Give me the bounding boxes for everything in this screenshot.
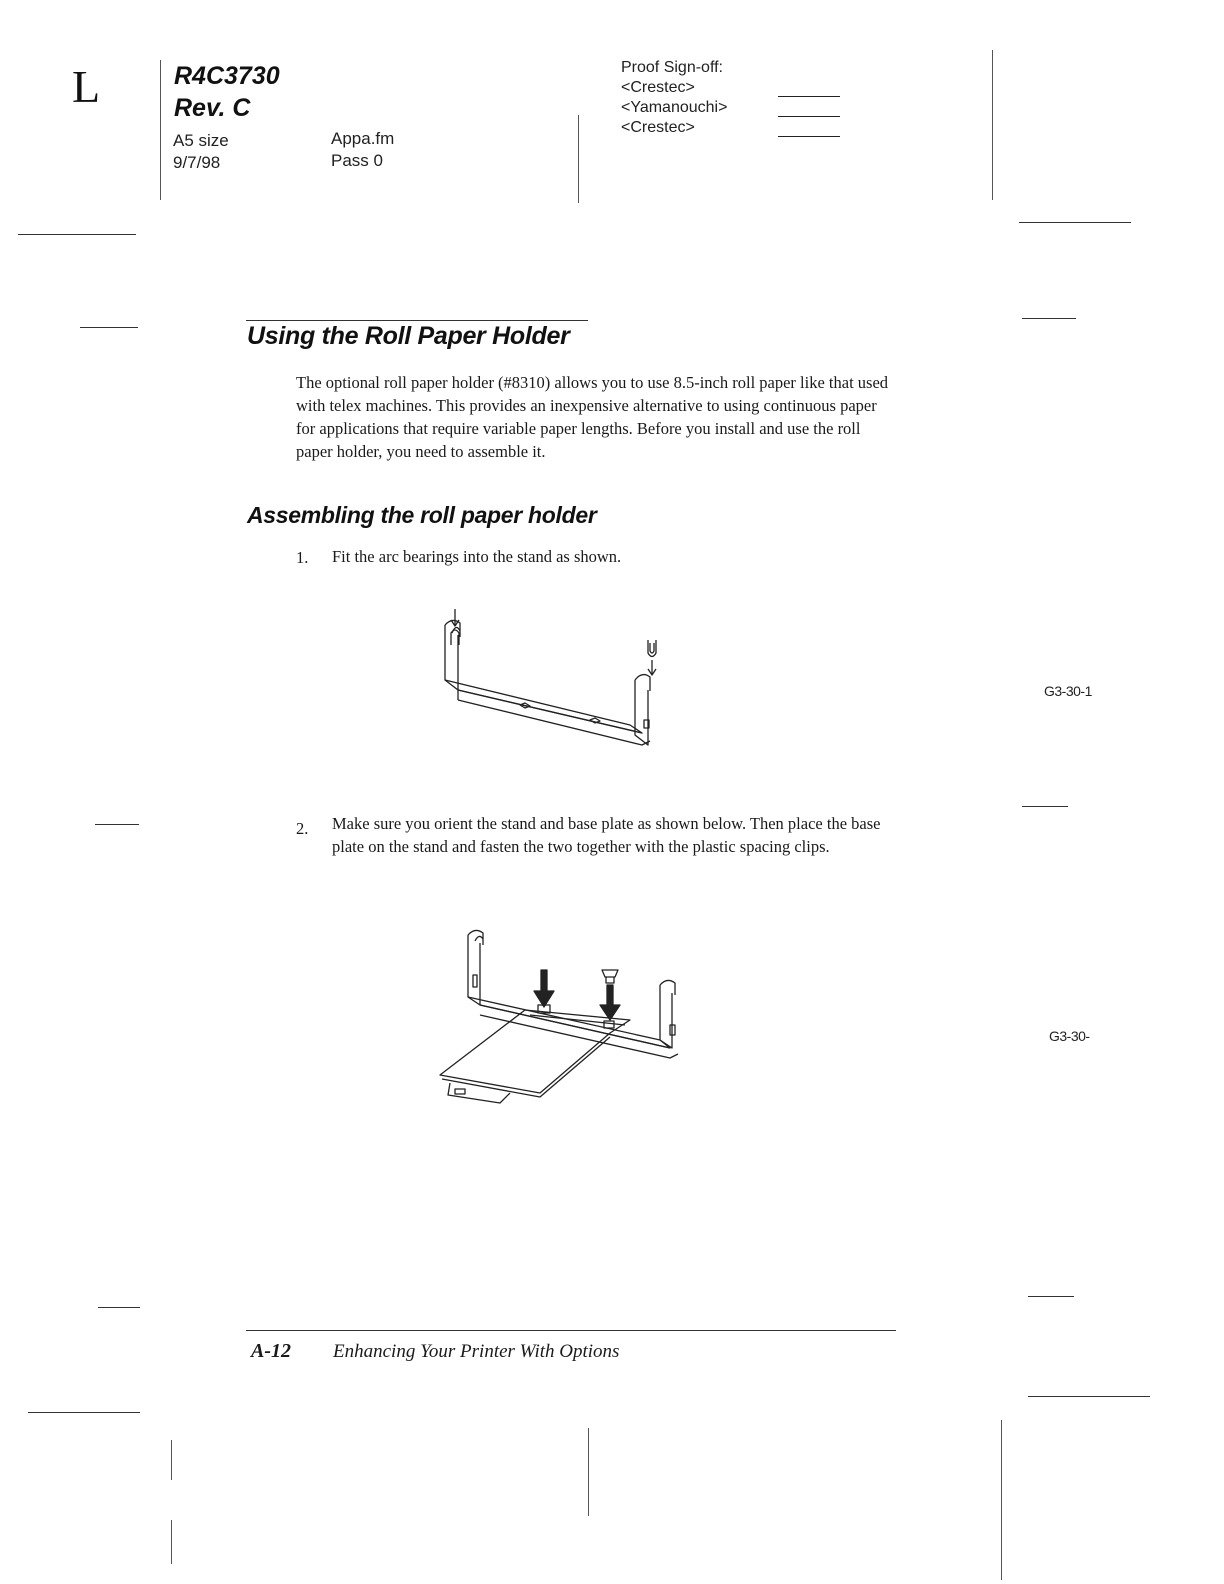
signature-line: [778, 116, 840, 117]
size-label: A5 size: [173, 131, 229, 150]
step-text: Make sure you orient the stand and base plate as shown below. Then place the base plate on the stand and fasten the two together with the plastic spacing clips.: [332, 814, 881, 856]
intro-paragraph: The optional roll paper holder (#8310) allows you to use 8.5-inch roll paper like that used with telex machines. This provides an inexpensive alternative to using continuous paper for applications that require variable paper lengths. Before you install and use the roll paper holder, you need to assemble it.: [296, 373, 889, 461]
chapter-title: Enhancing Your Printer With Options: [333, 1341, 620, 1362]
proof-entry: <Crestec>: [621, 79, 695, 96]
step-number: 1.: [296, 548, 309, 567]
proof-entry: <Crestec>: [621, 119, 695, 136]
proof-title: Proof Sign-off:: [621, 59, 723, 76]
right-margin-line: [992, 50, 993, 200]
crop-mark: [588, 1428, 589, 1516]
step-number: 2.: [296, 819, 309, 838]
crop-mark: [98, 1307, 140, 1308]
crop-mark: [1001, 1420, 1002, 1580]
proof-entry: <Yamanouchi>: [621, 99, 728, 116]
file-pass-block: [331, 128, 394, 172]
subsection-title: Assembling the roll paper holder: [247, 502, 597, 528]
pass-label: Pass 0: [331, 151, 383, 170]
header-margin-line: [160, 60, 161, 200]
doc-code: R4C3730: [174, 62, 280, 90]
crop-mark: [28, 1412, 140, 1413]
signature-line: [778, 136, 840, 137]
base-plate-illustration: [430, 925, 700, 1125]
footer-rule: [246, 1330, 896, 1331]
crop-mark: [1028, 1296, 1074, 1297]
crop-mark: [171, 1440, 172, 1480]
crop-mark: [18, 234, 136, 235]
corner-letter: L: [72, 61, 101, 112]
revision: Rev. C: [174, 94, 251, 122]
file-name: Appa.fm: [331, 129, 395, 148]
date-label: 9/7/98: [173, 153, 221, 172]
section-title: Using the Roll Paper Holder: [247, 322, 570, 350]
step-text: Fit the arc bearings into the stand as shown.: [332, 547, 622, 566]
proof-signoff: [621, 58, 727, 138]
signature-line: [778, 96, 840, 97]
doc-code-block: [174, 60, 280, 124]
crop-mark: [1019, 222, 1131, 223]
page-number: A-12: [251, 1340, 291, 1362]
header-center-line: [578, 115, 579, 203]
section-rule: [246, 320, 588, 321]
crop-mark: [1022, 318, 1076, 319]
stand-bearings-illustration: [430, 605, 680, 755]
crop-mark: [95, 824, 139, 825]
size-date-block: [173, 130, 229, 174]
crop-mark: [1028, 1396, 1150, 1397]
figure-label: G3-30-: [1049, 1028, 1090, 1044]
crop-mark: [1022, 806, 1068, 807]
figure-label: G3-30-1: [1044, 683, 1092, 699]
crop-mark: [80, 327, 138, 328]
crop-mark: [171, 1520, 172, 1564]
